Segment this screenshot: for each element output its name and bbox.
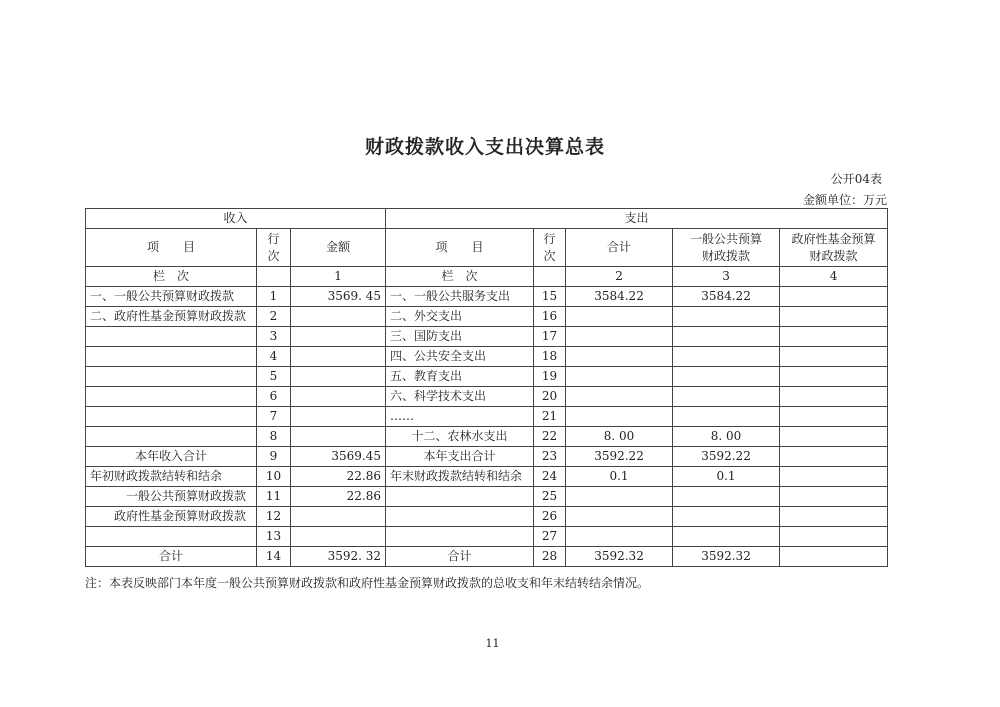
expense-line-cell: 26 — [534, 507, 566, 527]
expense-general-cell: 3592.22 — [673, 447, 780, 467]
expense-fund-cell — [780, 527, 888, 547]
expense-general-cell — [673, 507, 780, 527]
table-tag: 公开04表 — [830, 172, 882, 186]
expense-general-cell: 0.1 — [673, 467, 780, 487]
income-amount-cell — [291, 507, 386, 527]
table-row — [86, 447, 888, 467]
expense-fund-cell — [780, 307, 888, 327]
expense-general-cell — [673, 347, 780, 367]
expense-item-cell: 十二、农林水支出 — [386, 427, 534, 447]
expense-fund-cell — [780, 467, 888, 487]
expense-item-cell: 年末财政拨款结转和结余 — [386, 467, 534, 487]
expense-total-cell — [566, 367, 673, 387]
table-row — [86, 427, 888, 447]
table-row — [86, 407, 888, 427]
income-item-cell — [86, 327, 257, 347]
table-row — [86, 467, 888, 487]
income-item-cell — [86, 367, 257, 387]
income-item-cell: 政府性基金预算财政拨款 — [86, 507, 257, 527]
income-line-cell: 8 — [257, 427, 291, 447]
table-row — [86, 507, 888, 527]
expense-total-cell — [566, 387, 673, 407]
income-line-cell: 13 — [257, 527, 291, 547]
income-line-cell: 4 — [257, 347, 291, 367]
income-item-cell: 一、一般公共预算财政拨款 — [86, 287, 257, 307]
expense-fund-cell — [780, 547, 888, 567]
expense-general-cell — [673, 307, 780, 327]
income-amount-cell: 3569.45 — [291, 447, 386, 467]
expense-fund-header: 政府性基金预算 财政拨款 — [780, 229, 888, 267]
expense-total-cell: 3584.22 — [566, 287, 673, 307]
expense-line-cell: 28 — [534, 547, 566, 567]
expense-line-header: 行 次 — [534, 229, 566, 267]
income-header: 收入 — [86, 209, 386, 229]
expense-general-cell — [673, 527, 780, 547]
expense-fund-cell — [780, 427, 888, 447]
expense-line-cell: 24 — [534, 467, 566, 487]
empty-cell — [257, 267, 291, 287]
expense-item-cell: 一、一般公共服务支出 — [386, 287, 534, 307]
income-line-cell: 7 — [257, 407, 291, 427]
income-line-cell: 11 — [257, 487, 291, 507]
income-item-cell — [86, 407, 257, 427]
expense-general-cell: 3592.32 — [673, 547, 780, 567]
col-number-4: 4 — [780, 267, 888, 287]
page-number: 11 — [485, 637, 500, 650]
income-amount-cell — [291, 367, 386, 387]
income-amount-cell — [291, 387, 386, 407]
income-item-cell: 一般公共预算财政拨款 — [86, 487, 257, 507]
expense-general-cell — [673, 367, 780, 387]
expense-general-cell: 3584.22 — [673, 287, 780, 307]
income-line-header: 行 次 — [257, 229, 291, 267]
income-amount-cell — [291, 347, 386, 367]
expense-line-cell: 16 — [534, 307, 566, 327]
expense-general-cell — [673, 407, 780, 427]
income-item-cell — [86, 347, 257, 367]
empty-cell — [534, 267, 566, 287]
expense-item-cell — [386, 527, 534, 547]
expense-general-cell: 8. 00 — [673, 427, 780, 447]
table-note: 注：本表反映部门本年度一般公共预算财政拨款和政府性基金预算财政拨款的总收支和年末结转结余情况。 — [85, 576, 650, 590]
expense-fund-cell — [780, 347, 888, 367]
table-row — [86, 367, 888, 387]
income-line-cell: 9 — [257, 447, 291, 467]
income-item-cell — [86, 387, 257, 407]
expense-total-cell: 3592.32 — [566, 547, 673, 567]
expense-total-cell: 8. 00 — [566, 427, 673, 447]
income-amount-cell: 22.86 — [291, 467, 386, 487]
expense-item-header: 项 目 — [386, 229, 534, 267]
expense-line-cell: 19 — [534, 367, 566, 387]
expense-fund-cell — [780, 447, 888, 467]
income-amount-cell — [291, 427, 386, 447]
income-item-header: 项 目 — [86, 229, 257, 267]
expense-total-cell — [566, 507, 673, 527]
fiscal-summary-table — [85, 208, 888, 567]
expense-header: 支出 — [386, 209, 888, 229]
expense-total-cell — [566, 487, 673, 507]
income-amount-header: 金额 — [291, 229, 386, 267]
expense-line-cell: 21 — [534, 407, 566, 427]
income-line-cell: 10 — [257, 467, 291, 487]
expense-item-cell: 三、国防支出 — [386, 327, 534, 347]
income-col-label: 栏 次 — [86, 267, 257, 287]
expense-fund-cell — [780, 327, 888, 347]
expense-line-cell: 17 — [534, 327, 566, 347]
table-row — [86, 547, 888, 567]
expense-total-cell — [566, 347, 673, 367]
expense-total-header: 合计 — [566, 229, 673, 267]
income-amount-cell — [291, 527, 386, 547]
income-line-cell: 6 — [257, 387, 291, 407]
expense-col-label: 栏 次 — [386, 267, 534, 287]
expense-total-cell — [566, 407, 673, 427]
expense-fund-cell — [780, 367, 888, 387]
table-row — [86, 487, 888, 507]
expense-item-cell: 六、科学技术支出 — [386, 387, 534, 407]
income-item-cell — [86, 527, 257, 547]
expense-total-cell: 3592.22 — [566, 447, 673, 467]
expense-general-cell — [673, 387, 780, 407]
expense-general-cell — [673, 327, 780, 347]
income-amount-cell — [291, 407, 386, 427]
expense-total-cell — [566, 527, 673, 547]
table-row — [86, 387, 888, 407]
income-item-cell: 本年收入合计 — [86, 447, 257, 467]
col-number-3: 3 — [673, 267, 780, 287]
expense-item-cell — [386, 487, 534, 507]
expense-item-cell: 本年支出合计 — [386, 447, 534, 467]
income-line-cell: 14 — [257, 547, 291, 567]
expense-item-cell: …… — [386, 407, 534, 427]
income-item-cell — [86, 427, 257, 447]
expense-total-cell: 0.1 — [566, 467, 673, 487]
income-item-cell: 年初财政拨款结转和结余 — [86, 467, 257, 487]
income-line-cell: 12 — [257, 507, 291, 527]
page-title: 财政拨款收入支出决算总表 — [364, 136, 605, 158]
expense-item-cell: 合计 — [386, 547, 534, 567]
expense-line-cell: 15 — [534, 287, 566, 307]
income-line-cell: 5 — [257, 367, 291, 387]
expense-fund-cell — [780, 287, 888, 307]
table-row — [86, 307, 888, 327]
income-amount-cell — [291, 327, 386, 347]
income-line-cell: 3 — [257, 327, 291, 347]
expense-fund-cell — [780, 487, 888, 507]
income-item-cell: 二、政府性基金预算财政拨款 — [86, 307, 257, 327]
expense-line-cell: 27 — [534, 527, 566, 547]
expense-item-cell: 五、教育支出 — [386, 367, 534, 387]
expense-line-cell: 20 — [534, 387, 566, 407]
expense-line-cell: 18 — [534, 347, 566, 367]
table-row — [86, 327, 888, 347]
expense-fund-cell — [780, 507, 888, 527]
expense-fund-cell — [780, 387, 888, 407]
expense-fund-cell — [780, 407, 888, 427]
table-row — [86, 527, 888, 547]
expense-item-cell — [386, 507, 534, 527]
expense-general-cell — [673, 487, 780, 507]
expense-line-cell: 25 — [534, 487, 566, 507]
expense-item-cell: 二、外交支出 — [386, 307, 534, 327]
income-line-cell: 1 — [257, 287, 291, 307]
income-amount-cell: 3569. 45 — [291, 287, 386, 307]
unit-label: 金额单位：万元 — [802, 193, 887, 207]
col-number-1: 1 — [291, 267, 386, 287]
table-row — [86, 287, 888, 307]
expense-general-header: 一般公共预算 财政拨款 — [673, 229, 780, 267]
expense-total-cell — [566, 327, 673, 347]
income-amount-cell — [291, 307, 386, 327]
table-row — [86, 347, 888, 367]
expense-line-cell: 23 — [534, 447, 566, 467]
income-amount-cell: 22.86 — [291, 487, 386, 507]
expense-item-cell: 四、公共安全支出 — [386, 347, 534, 367]
income-amount-cell: 3592. 32 — [291, 547, 386, 567]
income-item-cell: 合计 — [86, 547, 257, 567]
income-line-cell: 2 — [257, 307, 291, 327]
expense-line-cell: 22 — [534, 427, 566, 447]
col-number-2: 2 — [566, 267, 673, 287]
expense-total-cell — [566, 307, 673, 327]
